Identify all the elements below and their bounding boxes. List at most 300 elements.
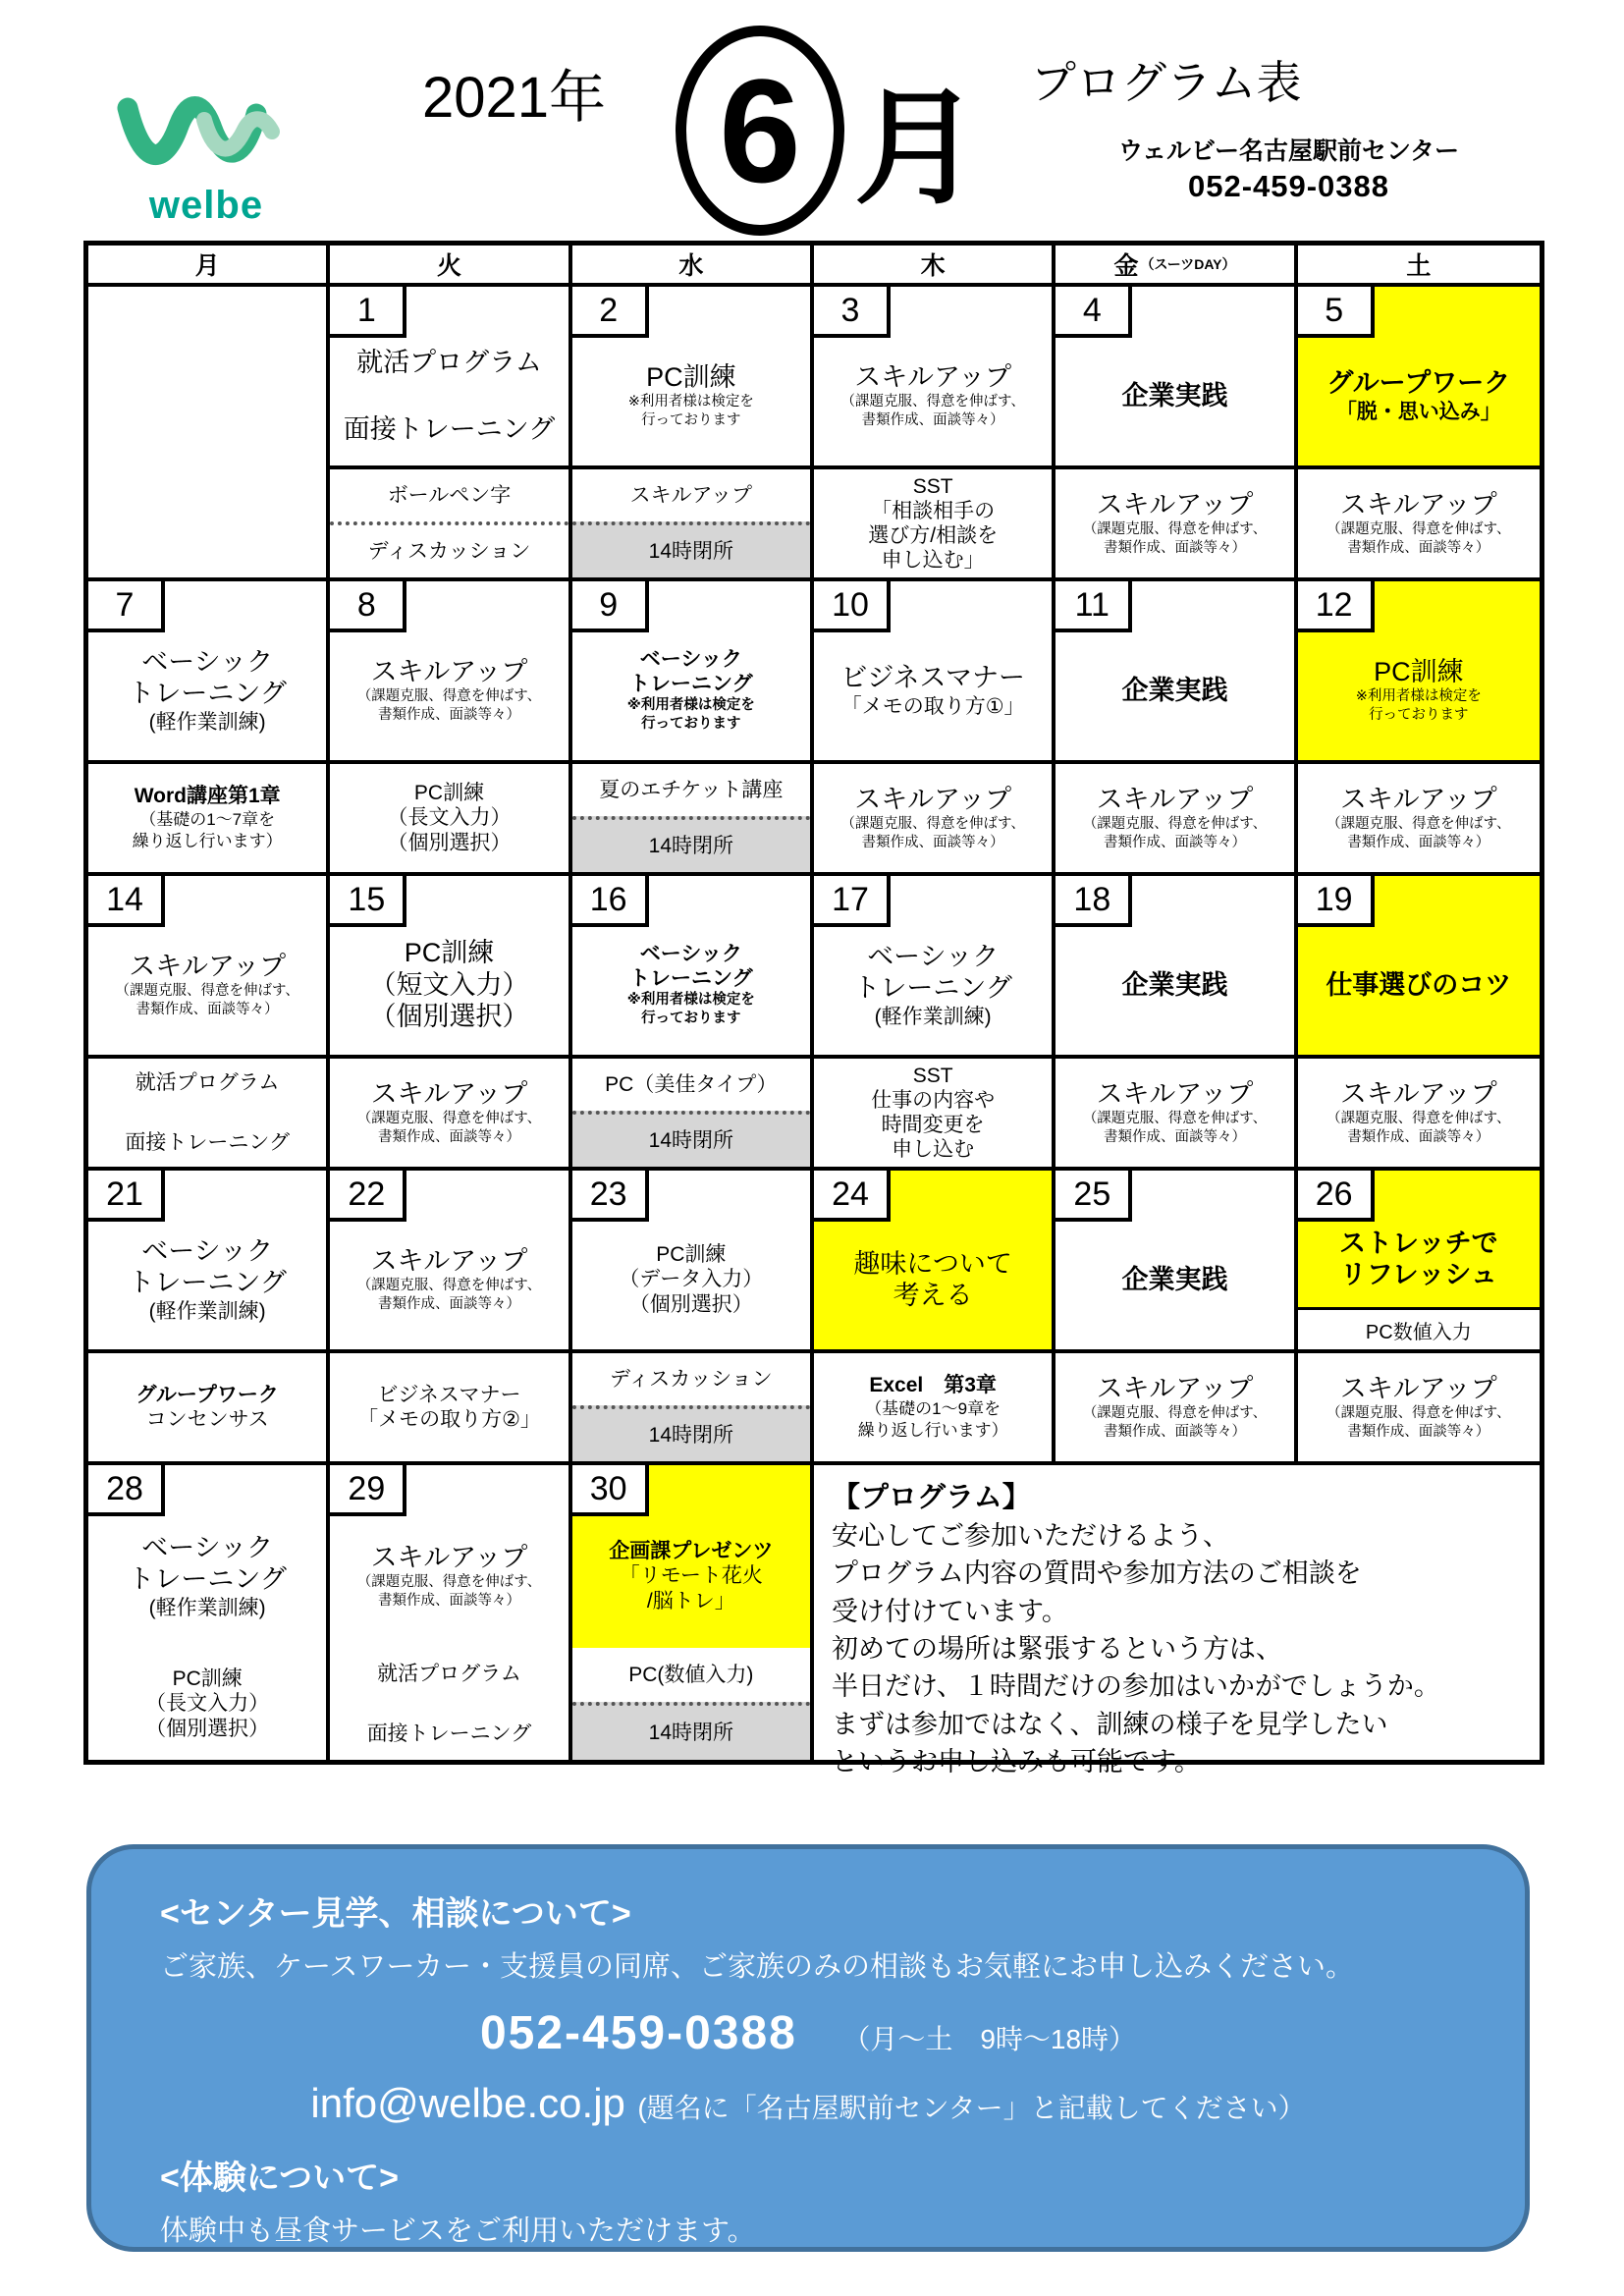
day-number: 24 [814,1171,891,1222]
program-entry [1298,764,1540,872]
program-line: （基礎の1～9章を [865,1398,1001,1418]
program-line: 就活プログラム [377,1662,521,1685]
day-cell-26-top [1298,1171,1540,1353]
weekday-header-木 [814,246,1056,287]
weekday-label: 土 [1406,252,1432,280]
program-lower [572,1405,810,1461]
program-line: 書類作成、面談等々） [377,1129,520,1146]
day-cell-10-bottom [814,764,1056,876]
day-cell-23-top [572,1171,814,1353]
center-phone: 052-459-0388 [1187,169,1390,203]
day-number: 5 [1298,287,1375,338]
week-row-4 [88,1171,1540,1465]
day-number: 22 [330,1171,406,1222]
day-cell-1-bottom [330,469,571,581]
weekday-header-火 [330,246,571,287]
program-line: （課題克服、得意を伸ばす、 [1326,816,1511,833]
phone-hours: （月～土 9時～18時） [842,2024,1137,2054]
program-line: PC(数値入力) [628,1663,754,1686]
program-line: 「リモート花火 [619,1564,763,1588]
program-line: (軽作業訓練) [148,710,266,734]
program-line: PC訓練 [404,938,495,968]
day-number: 1 [330,287,406,338]
program-line: スキルアップ [1096,784,1254,814]
day-cell-2-bottom [572,469,814,581]
program-line: 14時閉所 [648,1128,733,1152]
day-cell-14-top [88,876,330,1059]
split-program [330,469,568,577]
program-line: 書類作成、面談等々） [1103,1129,1246,1146]
program-entry [1298,1353,1540,1461]
day-cell-30-top [572,1465,814,1648]
day-number: 26 [1298,1171,1375,1222]
program-substrip: PC数値入力 [1298,1307,1540,1349]
program-upper [572,764,810,816]
calendar-table [83,241,1544,1777]
program-line: トレーニング [128,1564,287,1595]
program-line: （課題克服、得意を伸ばす、 [356,1111,542,1127]
program-line: SST [912,1064,953,1087]
program-line: （課題克服、得意を伸ばす、 [840,816,1025,833]
program-notice-line: 初めての場所は緊張するという方は、 [831,1633,1282,1664]
day-number: 18 [1056,876,1132,927]
day-number: 10 [814,581,891,632]
program-line: スキルアップ [370,1245,528,1276]
program-entry [1056,764,1293,872]
program-line: ディスカッション [609,1367,773,1391]
day-cell-23-bottom [572,1353,814,1465]
program-line: 書類作成、面談等々） [1347,835,1490,851]
day-cell-16-bottom [572,1059,814,1171]
program-line: トレーニング [629,967,753,991]
program-line: 書類作成、面談等々） [377,1593,520,1610]
program-line: PC訓練 [413,782,485,805]
day-cell-9-bottom [572,764,814,876]
program-upper [572,1648,810,1702]
program-line: スキルアップ [1339,784,1497,814]
program-entry [1298,1059,1540,1167]
program-line: 行っております [1369,707,1469,724]
program-line: リフレッシュ [1339,1260,1497,1289]
program-line: PC訓練 [646,361,736,392]
contact-panel [86,1844,1530,2252]
day-cell-30-bottom [572,1648,814,1760]
program-line: （個別選択） [628,1292,753,1316]
program-line: (軽作業訓練) [874,1005,992,1028]
program-line: ボールペン字 [387,483,512,507]
program-line: 企画課プレゼンツ [609,1540,774,1563]
day-cell-21-top [88,1171,330,1353]
program-line: ビジネスマナー [377,1383,521,1406]
program-line: 行っております [641,716,741,733]
program-line: 書類作成、面談等々） [1347,1129,1490,1146]
day-number: 28 [88,1465,165,1516]
program-line: ※利用者様は検定を [626,992,755,1009]
program-line: 書類作成、面談等々） [861,835,1004,851]
program-line: コンセンサス [145,1408,269,1431]
program-line: 繰り返し行います） [132,831,283,850]
program-notice [814,1465,1540,1777]
program-line: 書類作成、面談等々） [1347,540,1490,557]
day-number: 17 [814,876,891,927]
day-number: 9 [572,581,649,632]
program-line: スキルアップ [370,1078,528,1109]
program-entry [330,1059,568,1167]
day-cell-8-bottom [330,764,571,876]
calendar-year: 2021年 [422,66,607,130]
program-entry [88,1353,326,1461]
email-note: (題名に「名古屋駅前センター」と記載してください） [637,2093,1306,2123]
program-line: 14時閉所 [648,834,733,857]
program-line: （個別選択） [145,1717,270,1740]
day-number: 4 [1056,287,1132,338]
program-line: 書類作成、面談等々） [1103,835,1246,851]
program-line: スキルアップ [854,784,1012,814]
day-cell-5-top [1298,287,1540,469]
day-cell-19-bottom [1298,1059,1540,1171]
program-line: （個別選択） [369,1002,529,1032]
day-cell-2-top [572,287,814,469]
program-line: スキルアップ [129,951,287,981]
program-upper [572,1353,810,1405]
program-line: 就活プログラム [356,347,542,377]
day-cell-17-bottom [814,1059,1056,1171]
program-line: （長文入力） [145,1692,270,1716]
weekday-label: 木 [920,252,946,280]
program-entry [814,764,1052,872]
email-row [160,2080,1456,2127]
program-line: /脳トレ」 [646,1589,735,1613]
day-cell-24-bottom [814,1353,1056,1465]
program-line: 申し込む [892,1138,975,1162]
weekday-label: 月 [194,252,220,280]
week-row-5 [88,1465,1540,1777]
program-entry [330,1648,568,1760]
day-number: 16 [572,876,649,927]
program-line: スキルアップ [1096,1078,1254,1109]
program-line: ベーシック [639,942,742,965]
program-line: 企業実践 [1121,380,1228,410]
weekday-label: 火 [436,252,461,280]
program-line: 書類作成、面談等々） [135,1002,279,1018]
program-line: 書類作成、面談等々） [377,707,520,724]
program-line: （課題克服、得意を伸ばす、 [1082,816,1268,833]
day-number: 23 [572,1171,649,1222]
program-line: ディスカッション [367,539,531,563]
program-line: （課題克服、得意を伸ばす、 [115,983,299,1000]
program-line: （データ入力） [619,1268,764,1291]
program-entry [814,1353,1052,1461]
program-upper [330,469,568,521]
program-line: Word講座第1章 [134,785,281,808]
program-line: 夏のエチケット講座 [599,778,784,801]
program-line: グループワーク [135,1383,279,1406]
program-line: 面接トレーニング [125,1131,290,1154]
program-line: 就活プログラム [135,1070,280,1094]
month-unit: 月 [854,79,981,219]
program-entry [1056,1353,1293,1461]
day-cell-15-bottom [330,1059,571,1171]
program-line: 書類作成、面談等々） [1347,1424,1490,1441]
program-line: ベーシック [141,1236,274,1267]
day-cell-19-top [1298,876,1540,1059]
day-cell-1-top [330,287,571,469]
week-row-1 [88,287,1540,581]
day-cell-14-bottom [88,1059,330,1171]
day-cell-28-top [88,1465,330,1648]
program-entry [1056,1059,1293,1167]
split-program [572,1353,810,1461]
program-line: 申し込む」 [881,549,985,573]
program-line: ベーシック [867,942,1000,972]
program-line: 書類作成、面談等々） [1103,540,1246,557]
program-line: （短文入力） [369,969,529,1000]
day-cell-17-top [814,876,1056,1059]
day-cell-21-bottom [88,1353,330,1465]
program-line: スキルアップ [1339,1373,1497,1403]
phone-row [160,2006,1456,2060]
program-line: 書類作成、面談等々） [1103,1424,1246,1441]
day-cell-29-top [330,1465,571,1648]
day-cell-11-bottom [1056,764,1297,876]
program-line: 14時閉所 [648,1423,733,1447]
day-number: 8 [330,581,406,632]
program-line: 「相談相手の [871,499,996,522]
calendar-month [676,26,980,236]
program-line: 「脱・思い込み」 [1335,400,1501,423]
program-line: ベーシック [141,1533,274,1563]
day-cell-18-top [1056,876,1297,1059]
program-line: （課題克服、得意を伸ばす、 [356,1574,542,1591]
program-line: 企業実践 [1121,675,1228,705]
program-entry [330,1353,568,1461]
title-block [1031,47,1546,204]
weekday-label: 水 [678,252,704,280]
day-number: 14 [88,876,165,927]
day-number: 25 [1056,1171,1132,1222]
program-notice-line: 安心してご参加いただけるよう、 [831,1521,1229,1551]
program-line: SST [912,474,953,498]
program-line: トレーニング [853,973,1012,1004]
email-address: info@welbe.co.jp [310,2080,625,2126]
split-program [572,1059,810,1167]
program-entry [330,764,568,872]
program-line: PC訓練 [172,1667,243,1691]
program-line: トレーニング [128,679,287,709]
program-line: PC訓練 [656,1243,727,1267]
day-number: 3 [814,287,891,338]
day-number: 11 [1056,581,1132,632]
program-line: スキルアップ [1339,489,1497,519]
program-line: スキルアップ [854,361,1012,392]
program-line: 企業実践 [1121,969,1228,1000]
program-line: 時間変更を [881,1114,985,1136]
program-line: 面接トレーニング [366,1722,532,1745]
day-cell-26-bottom [1298,1353,1540,1465]
day-number: 21 [88,1171,165,1222]
program-line: ベーシック [639,647,742,671]
program-line: 仕事の内容や [871,1088,996,1112]
program-line: 繰り返し行います） [857,1420,1008,1440]
program-upper [572,1059,810,1111]
center-name: ウェルビー名古屋駅前センター [1117,137,1459,165]
program-line: ※利用者様は検定を [627,394,754,410]
program-line: 趣味について [853,1248,1012,1279]
day-number: 30 [572,1465,649,1516]
program-line: （課題克服、得意を伸ばす、 [1326,1405,1511,1422]
program-lower [572,521,810,577]
program-line: （課題克服、得意を伸ばす、 [840,394,1025,410]
program-line: トレーニング [128,1268,287,1298]
day-cell-22-top [330,1171,571,1353]
program-line: （基礎の1～7章を [139,809,276,829]
program-line: （課題克服、得意を伸ばす、 [1326,1111,1511,1127]
day-number: 29 [330,1465,406,1516]
day-cell-3-bottom [814,469,1056,581]
program-line: トレーニング [629,673,753,696]
day-cell-15-top [330,876,571,1059]
day-cell-28-bottom [88,1648,330,1760]
program-notice-line: まずは参加ではなく、訓練の様子を見学したい [831,1709,1388,1739]
weekday-header-土 [1298,246,1540,287]
program-line: ※利用者様は検定を [626,697,755,714]
program-line: （個別選択） [387,831,512,854]
weekday-header-row [88,246,1540,287]
day-cell-12-top [1298,581,1540,764]
program-line: 14時閉所 [648,539,733,563]
program-lower [572,1702,810,1760]
program-entry [1056,469,1293,577]
program-line: （課題克服、得意を伸ばす、 [356,688,542,705]
program-line: 行っております [641,1011,741,1027]
day-cell-29-bottom [330,1648,571,1760]
program-line: 面接トレーニング [343,414,556,444]
day-cell-25-top [1056,1171,1297,1353]
day-number: 7 [88,581,165,632]
week-row-3 [88,876,1540,1171]
day-cell-4-bottom [1056,469,1297,581]
program-line: PC（美佳タイプ） [605,1072,778,1096]
day-cell-24-top [814,1171,1056,1353]
weekday-header-水 [572,246,814,287]
program-line: 書類作成、面談等々） [861,412,1004,429]
program-notice-line: プログラム内容の質問や参加方法のご相談を [831,1558,1362,1589]
program-entry [814,1059,1052,1167]
program-entry [88,764,326,872]
weekday-label: 金 [1113,252,1139,280]
day-cell-8-top [330,581,571,764]
program-line: 書類作成、面談等々） [377,1296,520,1313]
program-line: 14時閉所 [648,1721,733,1744]
month-number-circled: 6 [676,26,844,236]
program-line: ベーシック [141,647,274,678]
day-number: 19 [1298,876,1375,927]
trial-title: <体験について> [160,2159,400,2197]
week-row-2 [88,581,1540,876]
program-line: 行っております [641,412,741,429]
program-line: スキルアップ [1096,1373,1254,1403]
program-line: 選び方/相談を [868,524,999,547]
program-line: スキルアップ [629,483,752,507]
day-number: 15 [330,876,406,927]
day-cell-7-top [88,581,330,764]
contact-phone-number: 052-459-0388 [479,2007,797,2059]
weekday-header-金 [1056,246,1297,287]
program-line: PC訓練 [1374,656,1464,686]
program-line: スキルアップ [370,1542,528,1572]
program-line: (軽作業訓練) [148,1299,266,1323]
program-line: （課題克服、得意を伸ばす、 [1082,1405,1268,1422]
welbe-logo [93,86,319,228]
day-cell-16-top [572,876,814,1059]
program-upper [572,469,810,521]
day-cell-25-bottom [1056,1353,1297,1465]
suit-day-note: （スーツDAY） [1140,256,1236,272]
program-line: ビジネスマナー [840,663,1025,693]
day-cell-18-bottom [1056,1059,1297,1171]
program-line: （課題克服、得意を伸ばす、 [1082,1111,1268,1127]
program-line: （課題克服、得意を伸ばす、 [356,1278,542,1294]
program-line: （課題克服、得意を伸ばす、 [1082,521,1268,538]
logo-wordmark: welbe [148,184,264,227]
day-cell-3-top [814,287,1056,469]
program-notice-line: というお申し込みも可能です。 [831,1746,1201,1777]
split-program [572,764,810,872]
day-cell-12-bottom [1298,764,1540,876]
program-line: （課題克服、得意を伸ばす、 [1326,521,1511,538]
program-lower [572,1111,810,1167]
program-entry [88,1059,326,1167]
program-line: ※利用者様は検定を [1355,688,1482,705]
program-line: スキルアップ [1096,489,1254,519]
program-line: 「メモの取り方①」 [840,694,1025,718]
day-cell-empty-top [88,287,330,581]
visit-title: <センター見学、相談について> [160,1895,631,1933]
program-entry [1298,469,1540,577]
program-entry [88,287,326,577]
program-lower [572,816,810,872]
visit-text: ご家族、ケースワーカー・支援員の同席、ご家族のみの相談もお気軽にお申し込みください。 [160,1951,1354,1983]
day-cell-10-top [814,581,1056,764]
program-entry [814,469,1052,577]
day-cell-9-top [572,581,814,764]
day-cell-22-bottom [330,1353,571,1465]
program-line: Excel 第3章 [869,1374,997,1397]
day-cell-11-top [1056,581,1297,764]
split-program [572,1648,810,1760]
day-cell-5-bottom [1298,469,1540,581]
day-number: 12 [1298,581,1375,632]
program-notice-line: 受け付けています。 [831,1596,1068,1626]
split-program [572,469,810,577]
day-cell-7-bottom [88,764,330,876]
program-line: スキルアップ [1339,1078,1497,1109]
program-line: グループワーク [1326,368,1511,399]
program-line: スキルアップ [370,656,528,686]
program-lower [330,521,568,577]
program-line: 考える [893,1281,973,1310]
program-entry [88,1648,326,1760]
program-line: (軽作業訓練) [148,1596,266,1619]
day-cell-4-top [1056,287,1297,469]
program-notice-line: 半日だけ、１時間だけの参加はいかがでしょうか。 [831,1671,1440,1702]
program-line: 仕事選びのコツ [1326,969,1512,1000]
program-line: 企業実践 [1121,1264,1228,1294]
day-number: 2 [572,287,649,338]
program-line: ストレッチで [1338,1228,1498,1258]
program-line: （長文入力） [387,806,512,830]
weekday-header-月 [88,246,330,287]
